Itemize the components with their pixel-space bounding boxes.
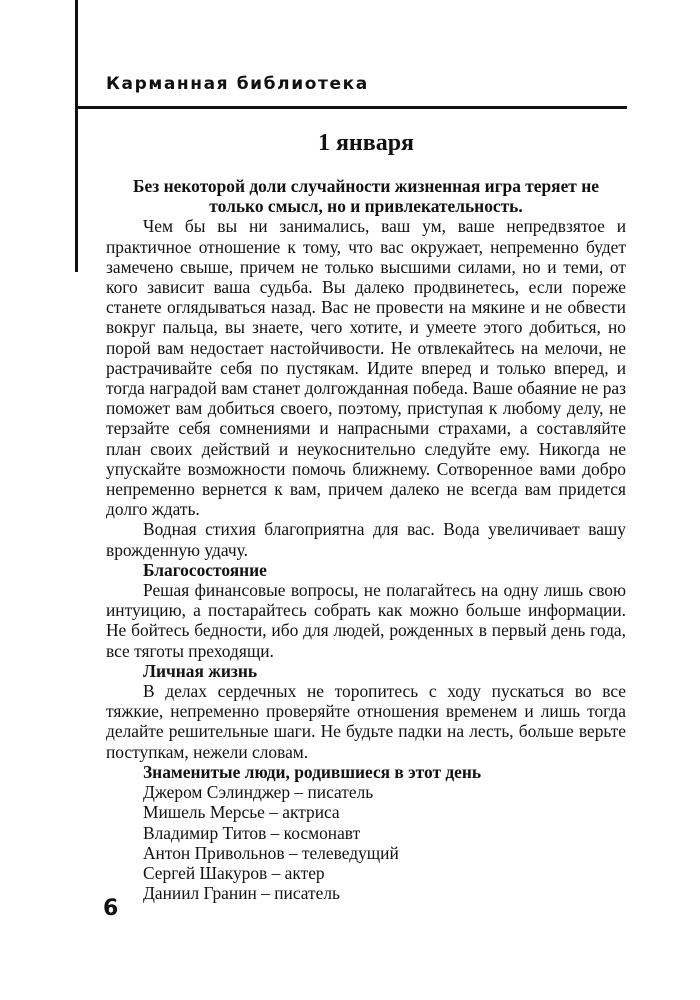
body-paragraph-1: Чем бы вы ни занимались, ваш ум, ваше непредвзятое и практичное отношение к тому, что вас окружает, непременно будет замечено свыше, причем не только высшими силами, но и теми, от кого зависит ваша судьба. Вы далеко продвинетесь, если пореже станете оглядываться назад. Вас не провести на мякине и не обвести вокруг пальца, вы знаете, чего хотите, и умеете этого добиться, но порой вам недостает настойчивости. Не отвлекайтесь на мелочи, не растрачивайте себя по пустякам. Идите вперед и только вперед, и тогда наградой вам станет долгожданная победа. Ваше обаяние не раз поможет вам добиться своего, поэтому, приступая к любому делу, не терзайте себя сомнениями и напрасными страхами, а составляйте план своих действий и неукоснительно следуйте ему. Никогда не упускайте возможности помочь ближнему. Сотворенное вами добро непременно вернется к вам, причем далеко не всегда вам придется долго ждать.: [106, 216, 626, 520]
section-text-wealth: Решая финансовые вопросы, не полагайтесь на одну лишь свою интуицию, а постарайтесь собрать как можно больше информации. Не бойтесь бедности, ибо для людей, рожденных в первый день года, все тяготы преходящи.: [106, 580, 626, 661]
date-title: 1 января: [317, 130, 415, 156]
list-item: Джером Сэлинджер – писатель: [143, 782, 374, 803]
list-item: Мишель Мерсье – актриса: [143, 802, 340, 823]
page-number: 6: [103, 896, 119, 921]
running-title: Карманная библиотека: [106, 74, 369, 94]
list-item: Антон Привольнов – телеведущий: [143, 842, 399, 863]
section-heading-wealth: Благосостояние: [143, 559, 267, 580]
vertical-rule: [75, 0, 78, 272]
section-text-personal-life: В делах сердечных не торопитесь с ходу пускаться во все тяжкие, непременно проверяйте отношения временем и лишь тогда делайте решительные шаги. Не будьте падки на лесть, больше верьте поступкам, нежели словам.: [106, 681, 626, 762]
page-content: [106, 128, 626, 903]
header-rule: [75, 106, 627, 109]
famous-people-heading: Знаменитые люди, родившиеся в этот день: [143, 761, 482, 782]
list-item: Владимир Титов – космонавт: [143, 822, 361, 843]
famous-people-list: [106, 782, 626, 903]
list-item: Сергей Шакуров – актер: [143, 862, 325, 883]
section-heading-personal-life: Личная жизнь: [143, 660, 258, 681]
body-paragraph-2: Водная стихия благоприятна для вас. Вода увеличивает вашу врожденную удачу.: [106, 519, 626, 560]
epigraph: Без некоторой доли случайности жизненная игра теряет не только смысл, но и привлекательность.: [133, 176, 599, 217]
list-item: Даниил Гранин – писатель: [143, 883, 340, 904]
